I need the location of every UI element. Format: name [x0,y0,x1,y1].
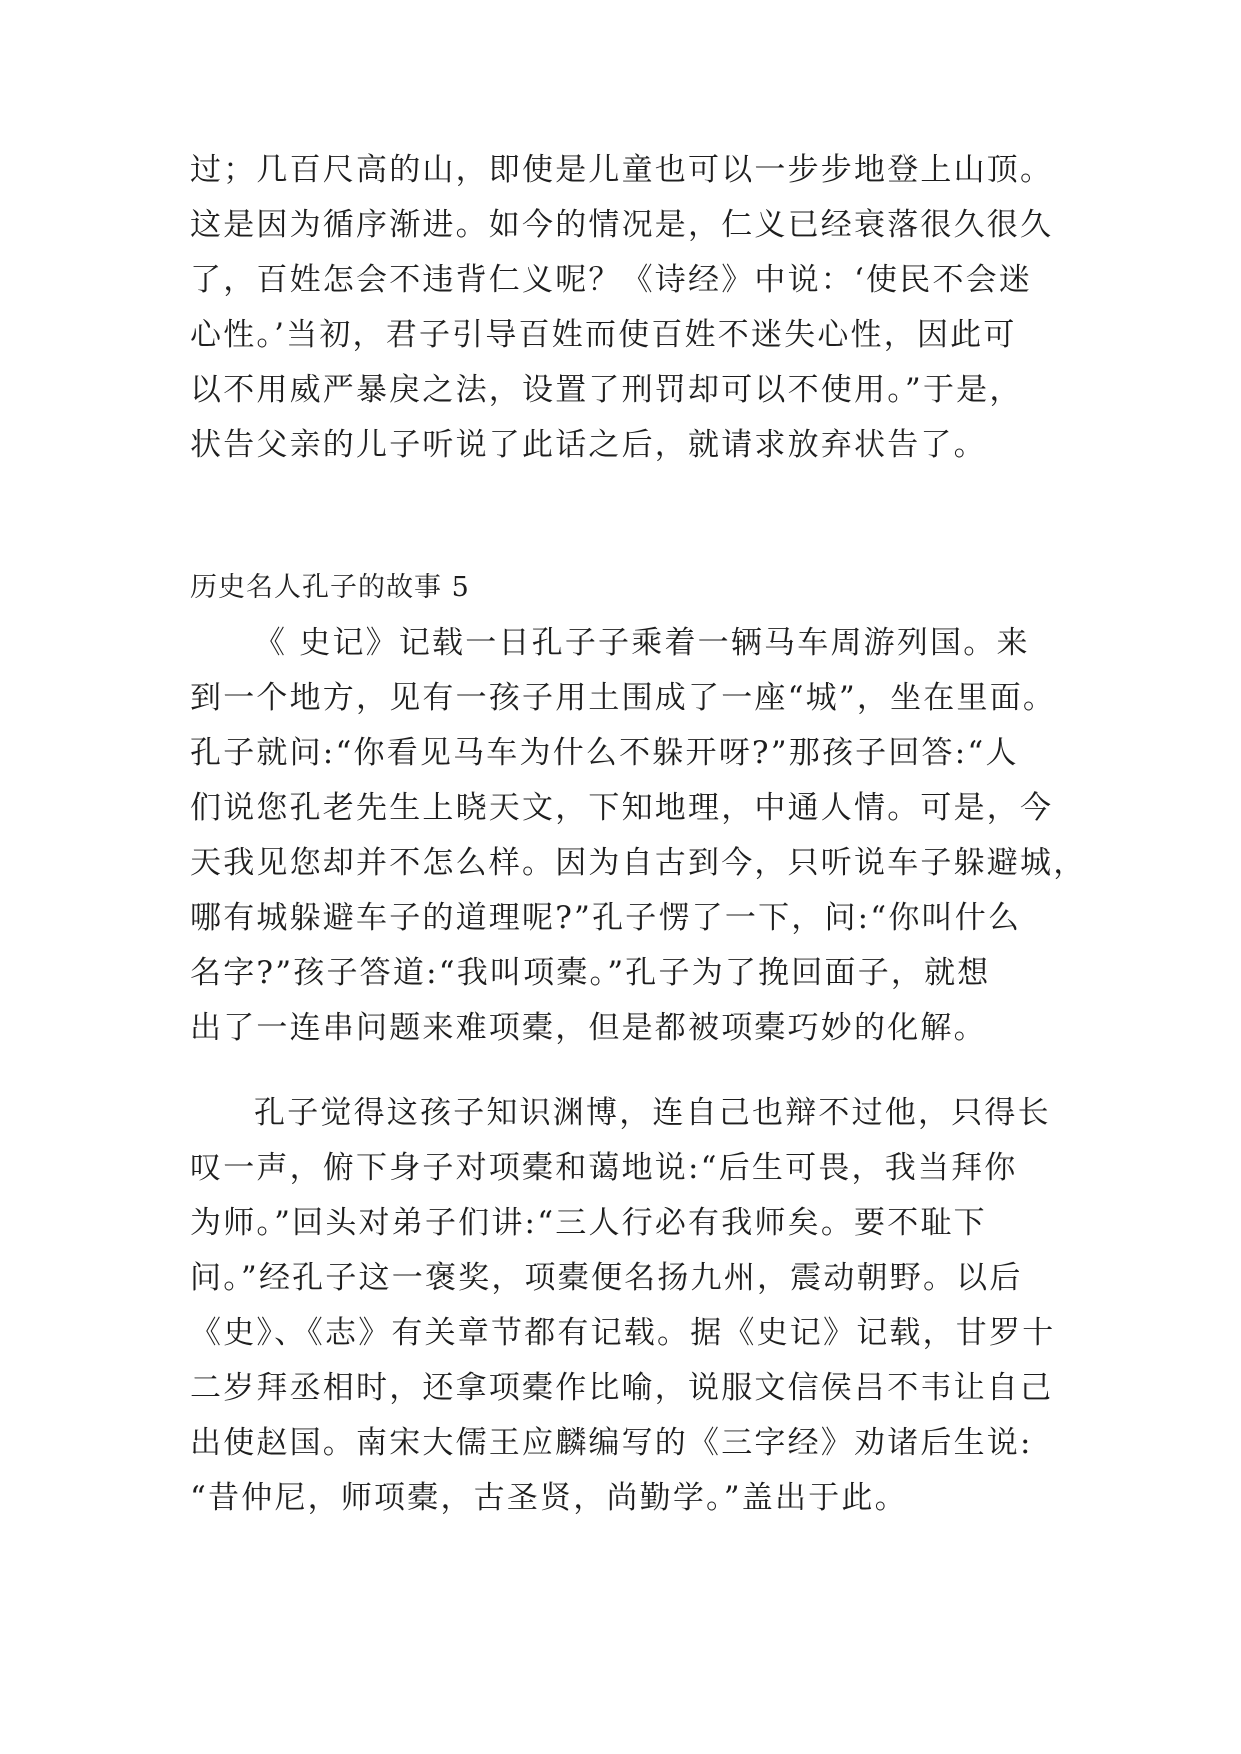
text-line: 们说您孔老先生上晓天文，下知地理，中通人情。可是，今 [190,790,1054,826]
text-line: 状告父亲的儿子听说了此话之后，就请求放弃状告了。 [190,427,987,463]
text-line: 以不用威严暴戾之法，设置了刑罚却可以不使用。”于是， [190,372,1023,408]
text-line: 《史》、《志》有关章节都有记载。据《史记》记载，甘罗十 [190,1315,1056,1351]
text-line: 叹一声，俯下身子对项橐和蔼地说:“后生可畏，我当拜你 [190,1150,1018,1186]
text-line: 哪有城躲避车子的道理呢?”孔子愣了一下，问:“你叫什么 [190,900,1022,936]
text-line: 过；几百尺高的山，即使是儿童也可以一步步地登上山顶。 [190,152,1054,188]
text-line: 了，百姓怎会不违背仁义呢？《诗经》中说：‘使民不会迷 [190,262,1033,298]
text-line: 到一个地方，见有一孩子用土围成了一座“城”，坐在里面。 [190,680,1057,716]
text-line: 孔子就问:“你看见马车为什么不躲开呀?”那孩子回答:“人 [190,735,1019,771]
text-line: 为师。”回头对弟子们讲:“三人行必有我师矣。要不耻下 [190,1205,987,1241]
text-line: 心性。’当初，君子引导百姓而使百姓不迷失心性，因此可 [190,317,1017,353]
text-line: 问。”经孔子这一褒奖，项橐便名扬九州，震动朝野。以后 [190,1260,1023,1296]
text-line: 二岁拜丞相时，还拿项橐作比喻，说服文信侯吕不韦让自己 [190,1370,1054,1406]
text-line: 《 史记》记载一日孔子子乘着一辆马车周游列国。来 [254,625,1030,661]
text-line: “昔仲尼，师项橐，古圣贤，尚勤学。”盖出于此。 [190,1480,908,1516]
text-line: 天我见您却并不怎么样。因为自古到今，只听说车子躲避城， [190,845,1087,881]
text-line: 孔子觉得这孩子知识渊博，连自己也辩不过他，只得长 [254,1095,1051,1131]
text-line: 出使赵国。南宋大儒王应麟编写的《三字经》劝诸后生说: [190,1425,1033,1461]
section-heading: 历史名人孔子的故事 5 [190,572,470,603]
text-line: 名字?”孩子答道:“我叫项橐。”孔子为了挽回面子，就想 [190,955,991,991]
text-line: 这是因为循序渐进。如今的情况是，仁义已经衰落很久很久 [190,207,1054,243]
text-line: 出了一连串问题来难项橐，但是都被项橐巧妙的化解。 [190,1010,987,1046]
